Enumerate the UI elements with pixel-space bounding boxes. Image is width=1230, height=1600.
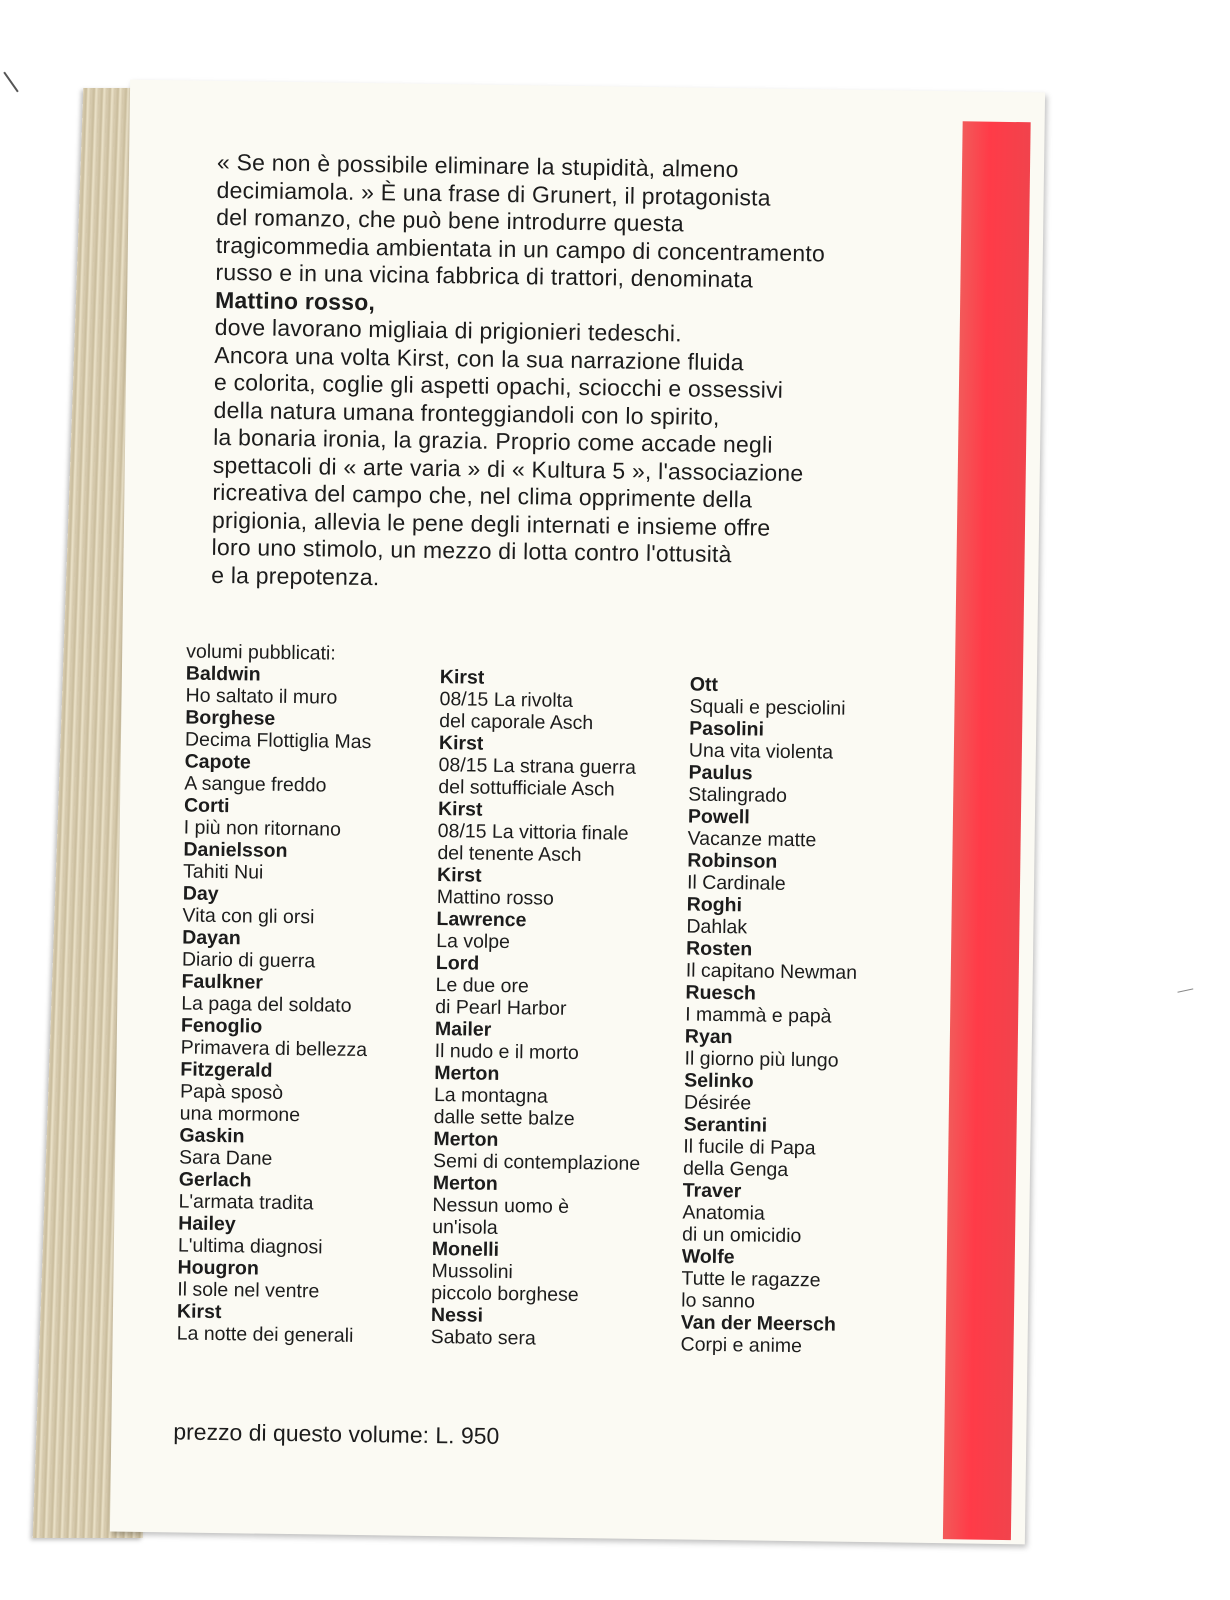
blurb-paragraph-1: « Se non è possibile eliminare la stupidità, almeno decimiamola. » È una frase di Grunert, il protagonista del romanzo, che può bene introdurre questa tragicommedia ambientata in un campo di concentramento russo e in una vicina fabbrica di trattori, denominata [215,148,826,293]
volume-title: Le due ore di Pearl Harbor [435,974,567,1020]
volume-entry [182,926,433,973]
volume-title: La montagna dalle sette balze [433,1084,575,1130]
volume-author: Hougron [177,1256,259,1280]
volume-title: Primavera di bellezza [180,1036,368,1062]
volume-title: Ho saltato il muro [185,684,338,709]
volume-author: Hailey [178,1212,236,1236]
volume-entry [682,1180,933,1249]
volume-author: Rosten [685,937,753,961]
volume-entry [181,1014,432,1061]
volume-entry [685,982,936,1029]
volume-entry [184,795,435,842]
volume-title: Il fucile di Papa della Genga [682,1135,816,1181]
volume-title: 08/15 La rivolta del caporale Asch [439,688,594,735]
volumes-heading: volumi pubblicati: [186,640,336,665]
volume-author: Wolfe [681,1245,735,1269]
volume-author: Kirst [438,732,484,755]
volume-author: Monelli [431,1238,500,1261]
volume-entry [185,707,436,754]
volume-entry [184,751,435,798]
volumes-column-2 [431,666,690,1351]
volume-author: Fitzgerald [180,1058,273,1082]
dust-speck [1177,988,1194,998]
volume-entry [433,1128,684,1175]
volume-author: Ott [689,673,719,696]
volume-author: Lawrence [436,908,527,932]
volume-author: Paulus [688,761,753,785]
volume-entry [185,663,436,710]
stray-mark [3,72,18,93]
volume-title: Sara Dane [178,1146,273,1170]
volume-title: Désirée [683,1091,752,1115]
volume-entry [177,1300,428,1347]
volume-title: L'armata tradita [178,1190,314,1215]
column-1-entries [177,663,436,1348]
volume-title: Dahlak [686,915,748,939]
volume-title: 08/15 La vittoria finale del tenente Asch [437,820,629,867]
volume-entry [177,1256,428,1303]
volume-author: Ruesch [685,981,757,1005]
published-volumes-list [176,641,927,1411]
volume-author: Kirst [176,1300,222,1324]
volume-entry [435,952,686,1021]
volume-entry [434,1018,685,1065]
volume-entry [432,1172,683,1241]
volume-title: I mammà e papà [685,1003,832,1028]
volume-entry [179,1124,430,1171]
volume-title: Diario di guerra [181,948,316,973]
volume-entry [178,1168,429,1215]
volume-author: Selinko [684,1069,754,1093]
volume-title: Papà sposò una mormone [179,1080,301,1127]
volume-title: Squali e pesciolini [689,695,846,720]
volume-author: Nessi [430,1304,484,1327]
volume-title: La notte dei generali [176,1322,354,1347]
volume-entry [689,674,940,721]
volume-author: Powell [687,805,750,829]
price-label: prezzo di questo volume: L. 950 [173,1418,500,1449]
volume-author: Faulkner [181,970,264,994]
volumes-column-1 [177,641,437,1348]
volume-entry [686,938,937,985]
volume-title: Nessun uomo è un'isola [432,1194,570,1239]
volume-entry [439,666,690,735]
volume-author: Lord [435,952,480,975]
volume-entry [436,908,687,955]
back-cover [110,80,1045,1545]
volume-title: Tutte le ragazze lo sanno [681,1267,821,1313]
volume-title: La volpe [436,930,511,954]
volume-author: Roghi [686,893,743,917]
red-spine-band [943,121,1031,1540]
volume-author: Fenoglio [180,1014,263,1038]
blurb-text [211,149,957,599]
volume-entry [431,1304,682,1351]
volume-title: La paga del soldato [181,992,352,1017]
volume-title: Mattino rosso [436,886,555,910]
volume-author: Kirst [437,798,483,821]
volume-entry [683,1114,934,1183]
volumes-column-3 [680,674,939,1359]
volume-entry [681,1246,932,1315]
volume-title: A sangue freddo [184,772,327,797]
volume-author: Gerlach [178,1168,252,1192]
volume-author: Kirst [439,666,485,689]
volume-entry [687,806,938,853]
blurb-paragraph-2: dove lavorano migliaia di prigionieri tedeschi. Ancora una volta Kirst, con la sua narrazione fluida e colorita, coglie gli aspetti opachi, sciocchi e ossessivi della natura umana fronteggiandoli con lo spirito, la bonaria ironia, la grazia. Proprio come accade negli spettacoli di « arte varia » di « Kultura 5 », l'associazione ricreativa del campo che, nel clima opprimente della prigionia, allevia le pene degli internati e insieme offre loro uno stimolo, un mezzo di lotta contro l'ottusità e la prepotenza. [211,313,804,590]
volume-title: Corpi e anime [680,1333,803,1358]
volume-author: Day [182,882,219,905]
volume-author: Ryan [684,1025,733,1049]
volume-title: Vacanze matte [687,827,817,852]
volume-entry [438,732,689,801]
volume-title: Il capitano Newman [685,959,858,984]
volume-entry [431,1238,682,1307]
volume-author: Baldwin [185,662,261,686]
volume-entry [684,1026,935,1073]
volume-author: Traver [682,1179,742,1203]
volume-entry [180,1058,431,1127]
volume-author: Borghese [185,706,276,730]
volume-author: Gaskin [179,1124,245,1148]
volume-title: Vita con gli orsi [182,904,315,929]
volume-author: Dayan [182,926,241,950]
volume-entry [437,864,688,911]
volume-title: Tahiti Nui [182,860,264,884]
volume-author: Mailer [434,1018,492,1041]
volume-entry [687,850,938,897]
volume-author: Robinson [687,849,778,873]
volume-title: Il nudo e il morto [434,1040,579,1065]
volume-entry [183,839,434,886]
volume-title: Anatomia di un omicidio [681,1201,802,1248]
volume-author: Kirst [436,864,482,887]
volume-title: Stalingrado [688,783,788,807]
volume-title: Decima Flottiglia Mas [184,728,372,754]
volume-entry [437,798,688,867]
volume-author: Capote [184,750,251,774]
volume-title: 08/15 La strana guerra del sottufficiale Asch [438,754,637,801]
volume-author: Serantini [683,1113,768,1137]
volume-author: Merton [433,1128,499,1151]
volume-entry [181,970,432,1017]
volume-title: Il Cardinale [686,871,786,895]
volume-title: L'ultima diagnosi [177,1234,323,1259]
blurb-book-title: Mattino rosso, [214,286,376,315]
volume-entry [178,1212,429,1259]
volume-title: I più non ritornano [183,816,342,841]
volume-author: Danielsson [183,838,288,862]
volume-title: Mussolini piccolo borghese [431,1260,579,1307]
volume-title: Il giorno più lungo [684,1047,839,1072]
volume-author: Merton [432,1172,498,1195]
volume-title: Sabato sera [430,1326,536,1350]
volume-entry [689,718,940,765]
volume-entry [686,894,937,941]
volume-author: Pasolini [689,717,765,741]
volume-entry [680,1311,931,1358]
volume-author: Corti [183,794,230,818]
volume-entry [684,1070,935,1117]
volume-author: Van der Meersch [680,1311,837,1336]
volume-title: Una vita violenta [688,739,834,764]
volume-entry [434,1062,685,1131]
volume-entry [688,762,939,809]
volume-title: Semi di contemplazione [432,1150,641,1175]
volume-entry [182,882,433,929]
volume-author: Merton [434,1062,500,1085]
volume-title: Il sole nel ventre [177,1278,320,1303]
